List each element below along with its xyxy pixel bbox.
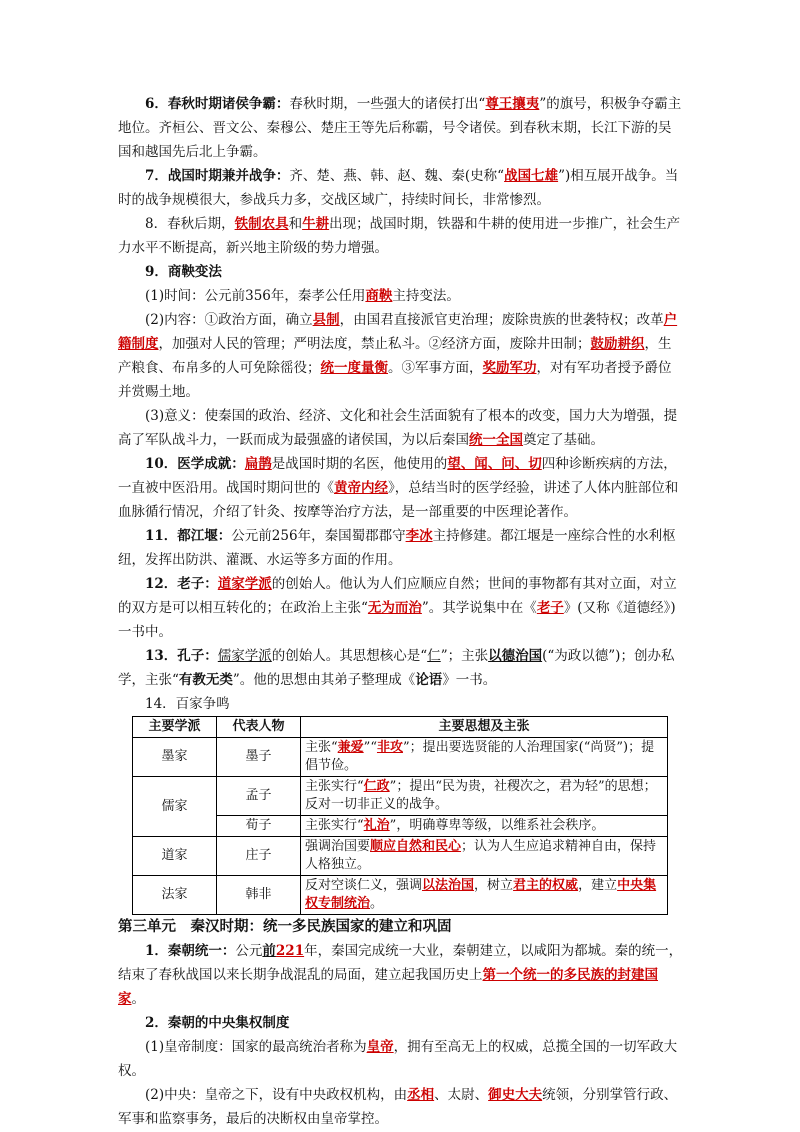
text: 主张实行“ (305, 779, 364, 794)
text: (“为政以德”)；创办私学，主张“ (118, 648, 675, 688)
heading-qin-2: 2．秦朝的中央集权制度 (145, 1015, 290, 1031)
keyword: 221 (275, 943, 305, 959)
heading-7: 7．战国时期兼并战争： (145, 168, 290, 184)
paragraph-9-meaning (118, 404, 684, 452)
text: 反对空谈仁义，强调 (305, 878, 423, 893)
text: 8．春秋后期， (145, 216, 235, 232)
text: 。③军事方面， (388, 360, 483, 376)
column-header: 主要学派 (133, 717, 217, 738)
keyword: 丞相 (407, 1087, 435, 1103)
paragraph-12 (118, 572, 684, 644)
text: 主持修建。都江堰是一座综合性的水利枢纽，发挥出防洪、灌溉、水运等多方面的作用。 (118, 528, 676, 568)
keyword: 老子 (536, 600, 564, 616)
text: 统领，分别掌管行政、军事和监察事务，最后的决断权由皇帝掌控。 (118, 1087, 678, 1127)
keyword: 仁政 (363, 779, 390, 794)
text: 的创始人。他认为人们应顺应自然；世间的事物都有其对立面，对立的双方是可以相互转化的；在政治上主张“ (118, 576, 677, 616)
paragraph-6 (118, 92, 684, 164)
paragraph-qin-1 (118, 939, 684, 1011)
keyword: 兼爱 (337, 740, 364, 755)
table-header-row (133, 717, 668, 738)
text: 和 (288, 216, 303, 232)
heading-14: 14．百家争鸣 (145, 696, 230, 712)
text: 。 (131, 991, 145, 1007)
heading-qin-1: 1．秦朝统一： (145, 943, 236, 959)
keyword: 户籍制度 (118, 312, 678, 352)
paragraph-qin-2b (118, 1083, 684, 1131)
unit-title: 第三单元 秦汉时期：统一多民族国家的建立和巩固 (118, 918, 452, 935)
school-cell: 道家 (133, 837, 217, 876)
table-row (133, 777, 668, 816)
keyword: 尊王攘夷 (485, 96, 540, 112)
keyword: 统一全国 (469, 432, 523, 448)
person-cell: 孟子 (217, 777, 301, 816)
idea-cell (301, 837, 668, 876)
heading-12: 12．老子： (145, 576, 218, 592)
paragraph-7 (118, 164, 684, 212)
heading-9: 9．商鞅变法 (145, 264, 222, 280)
table-row (133, 738, 668, 777)
keyword: 战国七雄 (504, 168, 559, 184)
person-cell: 庄子 (217, 837, 301, 876)
heading-10: 10．医学成就： (145, 456, 245, 472)
table-row (133, 876, 668, 915)
text: 公元前256年，秦国蜀郡郡守 (231, 528, 406, 544)
text: ”“ (363, 740, 377, 755)
table-row (133, 837, 668, 876)
person-cell: 墨子 (217, 738, 301, 777)
text: (2)内容：①政治方面，确立 (145, 312, 313, 328)
text: (3)意义：使秦国的政治、经济、文化和社会生活面貌有了根本的改变，国力大为增强，提高了军队战斗力，一跃而成为最强盛的诸侯国，为以后秦国 (118, 408, 678, 448)
text: 》一书。 (442, 672, 497, 688)
text: ”；主张 (440, 648, 489, 664)
idea-cell (301, 777, 668, 816)
text: 四种诊断疾病的方法，一直被中医沿用。战国时期问世的《 (118, 456, 677, 496)
keyword: 礼治 (363, 818, 390, 833)
person-cell: 韩非 (217, 876, 301, 915)
text: 主持变法。 (392, 288, 460, 304)
keyword: 君主的权威 (513, 878, 579, 893)
text: ，树立 (474, 878, 514, 893)
keyword: 县制 (312, 312, 340, 328)
keyword: 中央集权专制统治 (305, 878, 657, 911)
keyword: 统一度量衡 (320, 360, 388, 376)
text: 的创始人。其思想核心是“ (271, 648, 428, 664)
keyword: 非攻 (376, 740, 403, 755)
text: 。 (370, 896, 384, 911)
text: (2)中央：皇帝之下，设有中央政权机构，由 (145, 1087, 408, 1103)
text: 》，总结当时的医学经验，讲述了人体内脏部位和血脉循行情况，介绍了针灸、按摩等治疗方法，是一部重要的中医理论著作。 (118, 480, 679, 520)
text: 主张实行“ (305, 818, 364, 833)
keyword: 皇帝 (366, 1039, 394, 1055)
keyword: 无为而治 (367, 600, 422, 616)
keyword: 商鞅 (365, 288, 393, 304)
person-cell: 荀子 (217, 816, 301, 837)
text: 春秋时期，一些强大的诸侯打出“ (289, 96, 486, 112)
heading-13: 13．孔子： (145, 648, 218, 664)
keyword: 第一个统一的多民族的封建国家 (118, 967, 658, 1007)
text: 奠定了基础。 (523, 432, 604, 448)
text: ，由国君直接派官吏治理；废除贵族的世袭特权；改革 (339, 312, 664, 328)
text: ，生产粮食、布帛多的人可免除徭役； (118, 336, 672, 376)
paragraph-10 (118, 452, 684, 524)
text: 是战国时期的名医，他使用的 (271, 456, 448, 472)
column-header: 主要思想及主张 (301, 717, 668, 738)
keyword: 前 (262, 943, 276, 959)
text: ，加强对人民的管理；严明法度，禁止私斗。②经济方面，废除井田制； (158, 336, 591, 352)
keyword: 以法治国 (422, 878, 475, 893)
text: 强调治国要 (305, 839, 371, 854)
text: ，建立 (578, 878, 618, 893)
keyword: 仁 (427, 648, 441, 664)
keyword: 牛耕 (302, 216, 330, 232)
hundred-schools-table (132, 716, 668, 915)
keyword: 鼓励耕织 (590, 336, 645, 352)
text: ”，明确尊卑等级，以维系社会秩序。 (389, 818, 605, 833)
text: 、太尉、 (434, 1087, 489, 1103)
text: 主张“ (305, 740, 338, 755)
text: 出现；战国时期，铁器和牛耕的使用进一步推广，社会生产力水平不断提高，新兴地主阶级的势力增强。 (118, 216, 681, 256)
keyword: 黄帝内经 (334, 480, 388, 496)
keyword: 李冰 (405, 528, 433, 544)
school-cell: 法家 (133, 876, 217, 915)
heading-6: 6．春秋时期诸侯争霸： (145, 96, 290, 112)
text: ”；提出“民为贵，社稷次之，君为轻”的思想；反对一切非正义的战争。 (305, 779, 657, 812)
paragraph-13 (118, 644, 684, 692)
paragraph-8 (118, 212, 684, 260)
paragraph-9-time (118, 284, 684, 308)
idea-cell (301, 876, 668, 915)
keyword: 奖励军功 (482, 360, 537, 376)
text: ”)相互展开战争。当时的战争规模很大，参战兵力多，交战区域广，持续时间长，非常惨烈。 (118, 168, 679, 208)
text: ”的旗号，积极争夺霸主地位。齐桓公、晋文公、秦穆公、楚庄王等先后称霸，号令诸侯。到春秋末期，长江下游的吴国和越国先后北上争霸。 (118, 96, 682, 160)
document-page (118, 92, 684, 1131)
keyword: 顺应自然和民心 (370, 839, 462, 854)
text: 齐、楚、燕、韩、赵、魏、秦(史称“ (289, 168, 505, 184)
text: ”。其学说集中在《 (421, 600, 537, 616)
keyword: 儒家学派 (217, 648, 272, 664)
paragraph-9-content (118, 308, 684, 404)
keyword: 扁鹊 (244, 456, 272, 472)
keyword: 论语 (415, 672, 443, 688)
paragraph-11 (118, 524, 684, 572)
text: ”。他的思想由其弟子整理成《 (232, 672, 416, 688)
text: ；认为人生应追求精神自由，保持人格独立。 (305, 839, 657, 872)
keyword: 有教无类 (178, 672, 233, 688)
text: ，对有军功者授予爵位并赏赐土地。 (118, 360, 672, 400)
school-cell: 墨家 (133, 738, 217, 777)
school-cell: 儒家 (133, 777, 217, 837)
heading-11: 11．都江堰： (145, 528, 232, 544)
keyword: 望、闻、问、切 (447, 456, 542, 472)
idea-cell (301, 816, 668, 837)
keyword: 铁制农具 (234, 216, 289, 232)
text: (1)时间：公元前356年，秦孝公任用 (145, 288, 366, 304)
column-header: 代表人物 (217, 717, 301, 738)
text: 年，秦国完成统一大业，秦朝建立，以咸阳为都城。秦的统一，结束了春秋战国以来长期争战混乱的局面，建立起我国历史上 (118, 943, 683, 983)
text: 》(又称《道德经》)一书中。 (118, 600, 676, 640)
keyword: 以德治国 (488, 648, 543, 664)
keyword: 道家学派 (217, 576, 272, 592)
text: 公元 (235, 943, 263, 959)
text: ”；提出要选贤能的人治理国家(“尚贤”)；提倡节俭。 (305, 740, 655, 773)
text: (1)皇帝制度：国家的最高统治者称为 (145, 1039, 367, 1055)
idea-cell (301, 738, 668, 777)
keyword: 御史大夫 (488, 1087, 543, 1103)
text: ，拥有至高无上的权威，总揽全国的一切军政大权。 (118, 1039, 678, 1079)
paragraph-qin-2a (118, 1035, 684, 1083)
